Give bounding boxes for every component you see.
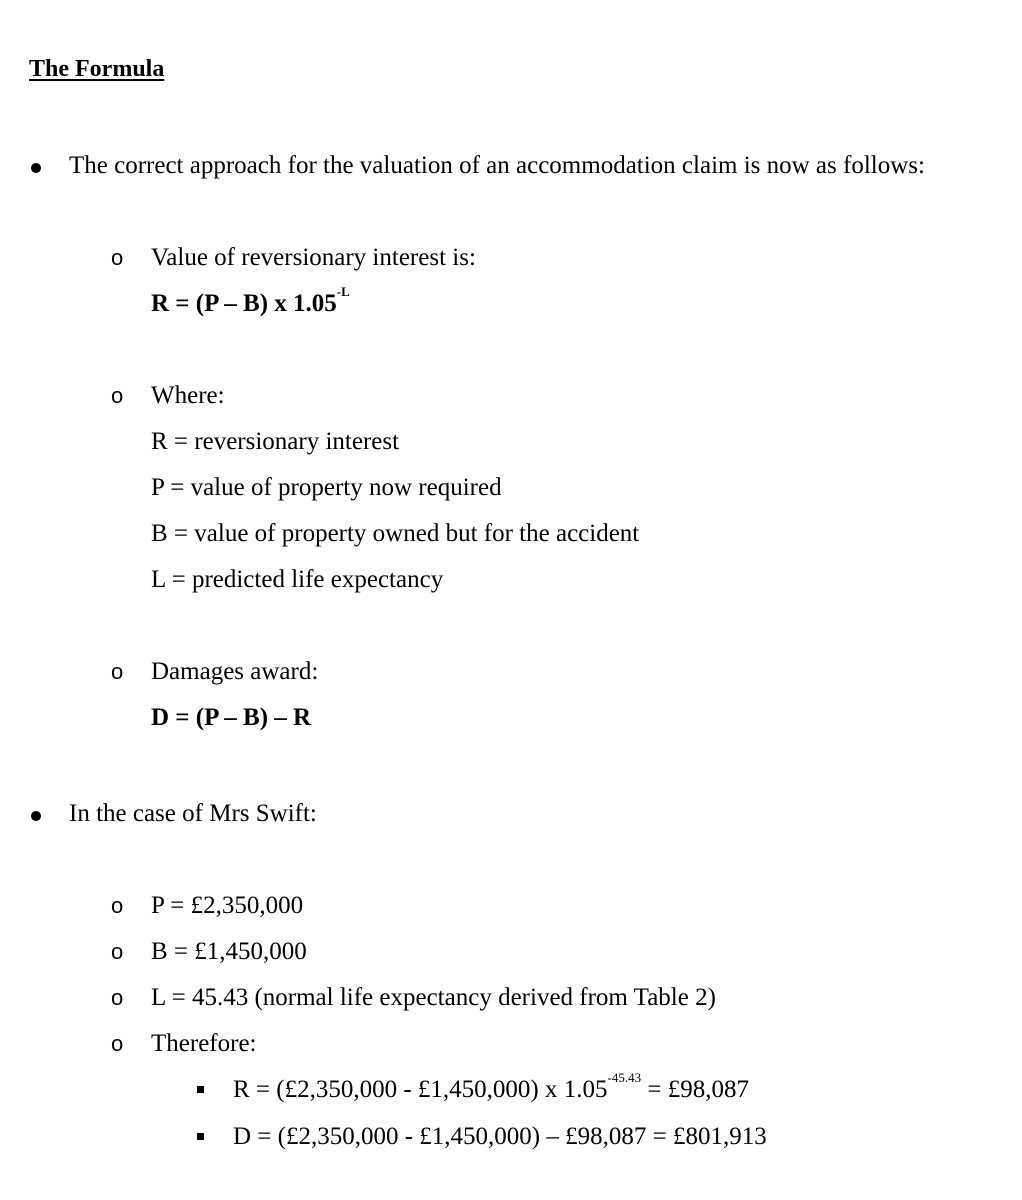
bullet-dot [31, 811, 41, 821]
damages-label: Damages award: [151, 658, 319, 685]
definition-b: B = value of property owned but for the accident [151, 520, 640, 547]
calculation-d: D = (£2,350,000 - £1,450,000) – £98,087 = £801,913 [233, 1123, 767, 1150]
sub-bullet-marker: o [111, 383, 124, 408]
reversionary-formula-base: R = (P – B) x 1.05 [151, 290, 337, 317]
reversionary-formula [151, 284, 350, 319]
sub-bullet-marker: o [111, 893, 124, 918]
bullet-text-approach: The correct approach for the valuation of an accommodation claim is now as follows: [69, 152, 925, 179]
definition-l: L = predicted life expectancy [151, 566, 444, 593]
case-item-p: P = £2,350,000 [151, 892, 304, 919]
sub-bullet-marker: o [111, 985, 124, 1010]
square-bullet [197, 1086, 204, 1093]
case-item-therefore: Therefore: [151, 1030, 257, 1057]
sub-bullet-marker: o [111, 245, 124, 270]
sub-bullet-marker: o [111, 659, 124, 684]
definition-p: P = value of property now required [151, 474, 502, 501]
reversionary-label: Value of reversionary interest is: [151, 244, 476, 271]
damages-formula: D = (P – B) – R [151, 704, 312, 731]
bullet-dot [31, 163, 41, 173]
calculation-r [233, 1070, 749, 1105]
calculation-r-exponent: -45.43 [607, 1070, 642, 1085]
bullet-text-case: In the case of Mrs Swift: [69, 800, 317, 827]
where-label: Where: [151, 382, 225, 409]
case-item-l: L = 45.43 (normal life expectancy derived from Table 2) [151, 984, 716, 1011]
calculation-r-before: R = (£2,350,000 - £1,450,000) x 1.05 [233, 1076, 608, 1103]
sub-bullet-marker: o [111, 939, 124, 964]
calculation-r-after: = £98,087 [641, 1076, 749, 1103]
reversionary-formula-exponent: -L [336, 284, 350, 299]
sub-bullet-marker: o [111, 1031, 124, 1056]
case-item-b: B = £1,450,000 [151, 938, 307, 965]
square-bullet [197, 1133, 204, 1140]
section-heading: The Formula [29, 56, 165, 82]
definition-r: R = reversionary interest [151, 428, 400, 455]
